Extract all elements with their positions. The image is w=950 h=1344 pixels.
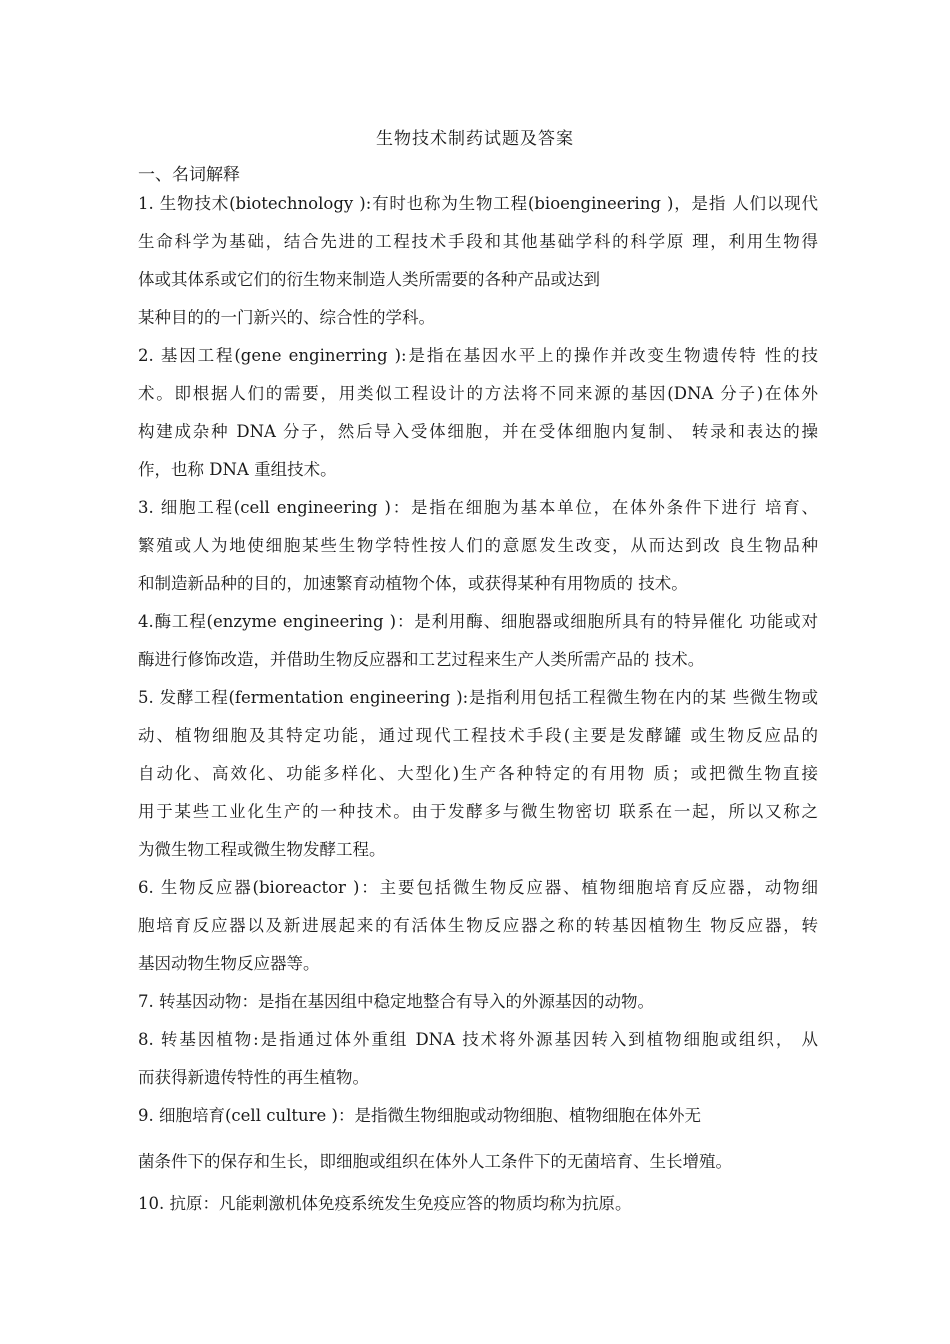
- text-line: 8. 转基因植物:是指通过体外重组 DNA 技术将外源基因转入到植物细胞或组织， 从: [138, 1030, 818, 1049]
- text-line: 基因动物生物反应器等。: [138, 954, 320, 973]
- text-line: 自动化、高效化、功能多样化、大型化)生产各种特定的有用物 质；或把微生物直接: [138, 764, 818, 783]
- text-line: 体或其体系或它们的衍生物来制造人类所需要的各种产品或达到: [138, 270, 600, 289]
- text-line: 3. 细胞工程(cell engineering )：是指在细胞为基本单位，在体外条件下进行 培育、: [138, 498, 818, 517]
- text-line: 4.酶工程(enzyme engineering )：是利用酶、细胞器或细胞所具有的特异催化 功能或对: [138, 612, 818, 631]
- text-line: 为微生物工程或微生物发酵工程。: [138, 840, 386, 859]
- text-line: 而获得新遗传特性的再生植物。: [138, 1068, 369, 1087]
- definition-item: [138, 489, 818, 603]
- text-line: 7. 转基因动物：是指在基因组中稳定地整合有导入的外源基因的动物。: [138, 992, 654, 1011]
- definition-item: [138, 185, 818, 337]
- text-line: 和制造新品种的目的，加速繁育动植物个体，或获得某种有用物质的 技术。: [138, 574, 688, 593]
- definition-item: [138, 1021, 818, 1097]
- text-line: 2. 基因工程(gene enginerring ):是指在基因水平上的操作并改变生物遗传特 性的技: [138, 346, 818, 365]
- text-line: 菌条件下的保存和生长，即细胞或组织在体外人工条件下的无菌培育、生长增殖。: [138, 1152, 732, 1171]
- text-line: 某种目的的一门新兴的、综合性的学科。: [138, 308, 435, 327]
- text-line: 6. 生物反应器(bioreactor )：主要包括微生物反应器、植物细胞培育反应器，动物细: [138, 878, 818, 897]
- text-line: 酶进行修饰改造，并借助生物反应器和工艺过程来生产人类所需产品的 技术。: [138, 650, 705, 669]
- definition-item: [138, 337, 818, 489]
- definition-item: [138, 869, 818, 983]
- document-title: 生物技术制药试题及答案: [376, 129, 574, 149]
- text-line: 繁殖或人为地使细胞某些生物学特性按人们的意愿发生改变，从而达到改 良生物品种: [138, 536, 818, 555]
- definition-item: [138, 1097, 818, 1135]
- text-line: 动、植物细胞及其特定功能，通过现代工程技术手段(主要是发酵罐 或生物反应品的: [138, 726, 818, 745]
- definition-item: [138, 603, 818, 679]
- text-line: 生命科学为基础，结合先进的工程技术手段和其他基础学科的科学原 理，利用生物得: [138, 232, 818, 251]
- definition-item: [138, 1185, 818, 1223]
- text-line: 构建成杂种 DNA 分子，然后导入受体细胞，并在受体细胞内复制、 转录和表达的操: [138, 422, 818, 441]
- text-line: 用于某些工业化生产的一种技术。由于发酵多与微生物密切 联系在一起，所以又称之: [138, 802, 818, 821]
- definition-item: [138, 983, 818, 1021]
- section-heading: 一、名词解释: [138, 165, 240, 185]
- text-line: 5. 发酵工程(fermentation engineering ):是指利用包括工程微生物在内的某 些微生物或: [138, 688, 818, 707]
- definition-item: [138, 1143, 818, 1181]
- text-line: 术。即根据人们的需要，用类似工程设计的方法将不同来源的基因(DNA 分子)在体外: [138, 384, 818, 403]
- definition-item: [138, 679, 818, 869]
- text-line: 9. 细胞培育(cell culture )：是指微生物细胞或动物细胞、植物细胞在体外无: [138, 1106, 701, 1125]
- text-line: 1. 生物技术(biotechnology ):有时也称为生物工程(bioengineering )，是指 人们以现代: [138, 194, 818, 213]
- text-line: 10. 抗原：凡能刺激机体免疫系统发生免疫应答的物质均称为抗原。: [138, 1194, 632, 1213]
- text-line: 胞培育反应器以及新进展起来的有活体生物反应器之称的转基因植物生 物反应器，转: [138, 916, 818, 935]
- text-line: 作，也称 DNA 重组技术。: [138, 460, 337, 479]
